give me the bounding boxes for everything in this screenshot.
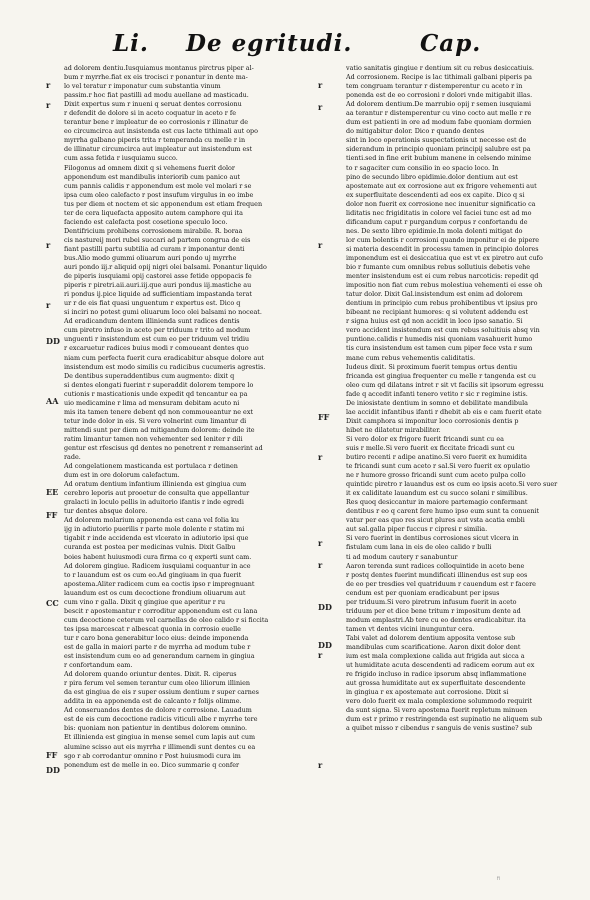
- text-line: fiant pastilli partu subtilia ad curam r imponantur denti: [64, 244, 245, 253]
- margin-note: DD: [318, 640, 332, 650]
- text-line: hibet ne dilatetur mirabiliter.: [346, 425, 441, 434]
- text-line: uio medicamine r lima ad mensuram debitam acuto ni: [64, 398, 240, 407]
- running-title: De egritudi.: [186, 30, 353, 57]
- text-line: ad dolorem dentiu.Iusquiamus montanus pirctrus piper al-: [64, 64, 254, 72]
- text-line: suis r melle.Si vero fuerit ex ficcitate fricadi sunt cu: [346, 443, 515, 452]
- text-line: addita in ea apponenda est de calcanto r folijs olimme.: [64, 697, 242, 706]
- text-line: Ad oratum dentium infantium illinienda est gingiua cum: [64, 480, 247, 489]
- text-line: r signa huius est qd non accidit in loco ipso sanatio. Si: [346, 317, 523, 326]
- text-line: r postq dentes fuerint mundificati illinendus est sup eos: [346, 570, 528, 579]
- text-line: dificandum caput r purgandum corpus r confortandu de: [346, 217, 528, 226]
- text-line: menter insistendum est ei cum rebus narcoticis: repedit qd: [346, 272, 539, 281]
- text-line: tienti.sed in fine erit bubium manene in celsendo minime: [346, 154, 532, 163]
- text-line: vero accident insistendum est cum rebus soluitiuis absq vin: [346, 326, 540, 335]
- text-line: oleo cum qd dilatans intret r sit vt facilis sit ipsorum egressu: [346, 380, 544, 389]
- text-line: dum est r primo r restringenda est supinatio ne aliquem sub: [346, 715, 543, 724]
- text-line: Iudeus dixit. Si proximum fuerit tempus ortus dentiu: [346, 362, 518, 371]
- text-line: apostema.Aliter radicem cum ea coctis ipso r impregnuant: [64, 579, 255, 588]
- text-line: si materia descendit in processu tamen in principio dolores: [346, 244, 539, 253]
- text-line: r defendit de dolore si in aceto coquatur in aceto r fe: [64, 109, 236, 118]
- text-line: bibeant ne recipiant humores: q si volutent addendu est: [346, 308, 528, 317]
- margin-note: FF: [318, 412, 330, 422]
- text-line: Ad dolorem molarium apponenda est cana vel folia ku: [64, 516, 239, 525]
- text-line: liditatis nec frigiditatis in colore vel faciei tunc est ad mo: [346, 208, 532, 217]
- text-line: alumine scisso aut eis myrrha r illimendi sunt dentes cu ea: [64, 742, 256, 751]
- text-line: tus per diem et noctem et sic apponendum est etiam frequen: [64, 199, 263, 208]
- text-line: r pira ferum vel semen terantur cum oleo liliorum illinien: [64, 679, 251, 688]
- text-line: Ad dolorem dentium.De marrubio opij r semen iusquiami: [346, 100, 532, 109]
- text-line: da sunt signa. Si vero apostema fuerit repletum minuen: [346, 706, 528, 715]
- text-line: curanda est postea per medicinas vulnis. Dixit Galbu: [64, 543, 236, 552]
- text-line: ratim limantur tamen non vehementer sed leniter r dili: [64, 434, 243, 443]
- text-line: Aaron terenda sunt radices colloquintide in aceto bene: [346, 561, 525, 570]
- text-line: vero dolo fuerit ex mala complexione solummodo requirit: [346, 697, 533, 706]
- text-line: Ad eradicandum dentem illinienda sunt radices dentis: [64, 317, 240, 326]
- margin-note: DD: [46, 336, 60, 346]
- text-line: imponendum est ei desiccatiua que est vt ex piretro aut cufo: [346, 253, 543, 262]
- text-line: in gingiua r ex apostemate aut corrosione. Dixit si: [346, 688, 509, 697]
- text-line: boies habent huiusmodi cura firma co q experti sunt cam.: [64, 552, 252, 561]
- margin-note: r: [46, 80, 51, 90]
- text-line: impositio non fiat cum rebus molestiua vehementi ei esse oh: [346, 281, 543, 290]
- text-line: apponendum est mandibulis interiorib cum panico aut: [64, 172, 241, 181]
- text-line: cerebro leporis aut prooetur de consulta que appellantur: [64, 489, 250, 498]
- chapter-label: Cap.: [420, 30, 482, 57]
- text-line: siderandum in principio quoniam principij salubre est pa: [346, 145, 531, 154]
- text-line: fade q accedit infanti tenero vetito r sic r regimine istis.: [346, 389, 528, 398]
- text-line: vatio sanitatis gingiue r dentium sit cu rebus desiccatiuis.: [346, 64, 534, 72]
- text-line: to r sagaciter cum consilio in eo spacio loco. In: [346, 163, 499, 172]
- text-line: tamen vt dentes vicini inunguntur cera.: [346, 624, 475, 633]
- text-line: Ad congelationem masticanda est portulaca r detinen: [64, 462, 238, 471]
- margin-note: r: [318, 650, 323, 660]
- text-line: cis nastureij mori rubei succari ad partem congrua de eis: [64, 235, 251, 244]
- text-line: Dentifricium prohibens corrosionem mirabile. R. boraa: [64, 226, 243, 235]
- text-line: Dixit expertus sum r inueni q seruat dentes corrosionu: [64, 100, 242, 109]
- text-line: bus.Alio modo gummi oliuarum auri pondo uj myrrhe: [64, 253, 237, 262]
- text-line: tes ipsa marcescat r albescat quonia in corrosio euelle: [64, 624, 241, 633]
- margin-note: r: [318, 240, 323, 250]
- text-line: auri pondo iij.r aliquid opij nigri olei balsami. Ponantur liquido: [64, 263, 267, 272]
- text-line: ijg in adiutorio puerilis r parte mole dolente r statim mi: [64, 525, 245, 534]
- margin-note: r: [318, 538, 323, 548]
- text-line: terantur bene r impleatur de eo corrosionis r illinatur de: [64, 118, 249, 127]
- text-line: Filogonus ad omnem dixit q si vehemens fuerit dolor: [64, 163, 235, 172]
- text-line: r excaruetur radices buius modi r comoueant dentes quo: [64, 344, 249, 353]
- margin-note: r: [318, 452, 323, 462]
- text-line: aut grossa humiditate aut ex superfluitate descendente: [346, 679, 526, 688]
- text-line: cum vino r galla. Dixit q gingiue que aperitur r ru: [64, 597, 226, 606]
- text-line: de illinatur circumcirca aut impleatur aut insistendum est: [64, 145, 253, 154]
- text-line: cum decoctione ceterum vel carnellas de oleo calido r si ficcita: [64, 615, 269, 624]
- margin-note: FF: [46, 750, 58, 760]
- text-line: ponendum est de melle in eo. Dico summarie q confer: [64, 760, 240, 769]
- margin-note: r: [318, 102, 323, 112]
- text-line: to r lauandum est os cum eo.Ad gingiuam in qua fuerit: [64, 570, 242, 579]
- text-line: ipsa cum oleo calefacto r post insufum virgulus in eo imbe: [64, 190, 254, 199]
- text-line: bis: quoniam non patientur in dentibus dolorem omnino.: [64, 724, 248, 733]
- text-line: bescit r apostemantur r corroditur apponendum est cu lana: [64, 606, 258, 615]
- text-line: si dentes elongati fuerint r superaddit dolorem tempore lo: [64, 380, 254, 389]
- text-line: ti ad modum cautery r sanabuntur: [346, 552, 458, 561]
- folio-number: Li.: [113, 30, 149, 57]
- text-line: butiro recenti r adipe anatino.Si vero fuerit ex humidita: [346, 453, 527, 462]
- margin-note: CC: [46, 598, 59, 608]
- text-line: fricanda est gingiua frequenter cu melle r tangenda est cu: [346, 371, 536, 380]
- text-line: Ad corrosionem. Recipe is lac tithimali galbani piperis pa: [346, 73, 532, 82]
- text-line: cum piretro infuso in aceto per triduum r trito ad modum: [64, 326, 251, 335]
- text-line: modum emplastri.Ab tere cu eo dentes eradicabitur. ita: [346, 615, 526, 624]
- text-line: apostemate aut ex corrosione aut ex frigore vehementi aut: [346, 181, 537, 190]
- text-line: puntione.calidis r humedis nisi quoniam vasahuerit humo: [346, 335, 533, 344]
- text-line: ium est mala complexione calida aut frigida aut sicca a: [346, 652, 525, 661]
- text-line: lauandum est os cum decoctione frondium oliuarum aut: [64, 588, 246, 597]
- right-text-column: [346, 64, 581, 733]
- text-line: Ad dolorem quando oriuntur dentes. Dixit. R. ciperus: [64, 670, 237, 679]
- margin-note: EE: [46, 487, 59, 497]
- text-line: it ex caliditate lauandum est cu succo solani r similibus.: [346, 489, 528, 498]
- margin-note: r: [46, 300, 51, 310]
- text-line: tigabit r inde accidenda est vlcerato in adiutorio ipsi que: [64, 534, 249, 543]
- text-line: eo circumcirca aut insistenda est cus lacte tithimali aut opo: [64, 127, 259, 136]
- text-line: nes. De sexto libro epidimie.In mola dolenti mitigat do: [346, 226, 523, 235]
- text-line: tetur inde dolor in eis. Si vero volnerint cum limantur di: [64, 416, 247, 425]
- text-line: ex superfluitate descendenti ad eos ex capite. Dico q si: [346, 190, 525, 199]
- text-line: Tabi valet ad dolorem dentium apposita ventose sub: [346, 633, 516, 642]
- margin-note: r: [318, 560, 323, 570]
- text-line: insistendum est modo similis cu radicibus cucumeris agrestis.: [64, 362, 266, 371]
- text-line: ur r de eis fiat quasi unguentum r expertus est. Dico q: [64, 299, 241, 308]
- text-line: ut humiditate acuta descendenti ad radicem eorum aut ex: [346, 661, 535, 670]
- text-line: aa terantur r distemperentur cu vino cocto aut melle r re: [346, 109, 532, 118]
- text-line: bio r fumante cum omnibus rebus sollutiuis debetis vehe: [346, 263, 531, 272]
- text-line: faciendo est calefacta post cosetione speculo loco.: [64, 217, 228, 226]
- text-line: triduum per et dice bene tritum r impositum dente ad: [346, 606, 521, 615]
- text-line: De iniosistate dentium in somno et debilitate mandibula: [346, 398, 528, 407]
- text-line: rade.: [64, 453, 81, 462]
- text-line: ter de cera liquefacta apposito autem camphore qui ita: [64, 208, 243, 217]
- margin-note: DD: [318, 602, 332, 612]
- text-line: pino de secundo libro epidimie.dolor dentium aut est: [346, 172, 518, 181]
- text-line: dum est in ore dolorum calefactum.: [64, 471, 180, 480]
- left-text-column: [64, 64, 299, 770]
- text-line: quintidc piretro r lauandus est os cum eo ipsis aceto.Si vero suer: [346, 480, 558, 489]
- text-line: vatur per eas quo res sicut plures aut vsta acatia embli: [346, 516, 525, 525]
- text-line: lor cum bolentis r corrosioni quando imponitur ei de pipere: [346, 235, 540, 244]
- text-line: cendum est per quoniam eradicabunt per ipsus: [346, 588, 500, 597]
- text-line: mis ita tamen tenere debent qd non commoueantur ne ext: [64, 407, 254, 416]
- text-line: Si vero dolor ex frigore fuerit fricandi sunt cu ea: [346, 434, 504, 443]
- margin-note: r: [318, 80, 323, 90]
- text-line: te fricandi sunt cum aceto r sal.Si vero fuerit ex opulatio: [346, 462, 530, 471]
- text-line: dolor non fuerit ex corrosione nec inuenitur significatio ca: [346, 199, 536, 208]
- text-line: est insistendum cum eo ad generandum carnem in gingiua: [64, 652, 255, 661]
- margin-note: r: [46, 100, 51, 110]
- text-line: Ad conseruandos dentes de dolore r corrosione. Lauadum: [64, 706, 252, 715]
- text-line: si inciri no potest gumi oliuarum loco olei balsami no noceat.: [64, 308, 262, 317]
- text-line: Ad dolorem gingiue. Radicem iusquiami coquantur in ace: [64, 561, 251, 570]
- margin-note: FF: [46, 510, 58, 520]
- text-line: gentur est rfescisus qd dentes no penetrent r remanserint ad: [64, 443, 263, 452]
- text-line: aut sal.galla piper fuccus r cipresi r similia.: [346, 525, 488, 534]
- text-line: mandibulas cum scarificatione. Aaron dixit dolor dent: [346, 643, 521, 651]
- text-line: r confortandum eam.: [64, 661, 133, 670]
- text-line: passim.r hoc fiat pastilli ad modu auellane ad masticadu.: [64, 91, 249, 100]
- margin-note: r: [46, 240, 51, 250]
- text-line: niam cum perfecta fuerit cura eradicabitur absque dolore aut: [64, 353, 264, 362]
- text-line: myrrha galbano piperis trita r temperanda cu melle r in: [64, 136, 246, 145]
- text-line: cum pannis calidis r apponendum est mole vel molari r se: [64, 181, 252, 190]
- text-line: per triduum.Si vero piretrum infusum fuerit in aceto: [346, 597, 517, 606]
- text-line: mane cum rebus vehementis caliditatis.: [346, 353, 476, 362]
- text-line: piperis r piretri.aii.auri.iij.que auri pondus iij.mastiche au: [64, 281, 252, 290]
- text-line: da est gingiua de eis r super ossium dentium r super carnes: [64, 688, 259, 697]
- text-line: cutionis r masticationis unde expedit qd tencantur ea pa: [64, 389, 248, 398]
- text-line: ne r humore grosso fricandi sunt cum aceto pulpa collo: [346, 471, 526, 480]
- text-line: lae accidit infantibus ifanti r dhebit ab eis e cam fuerit etate: [346, 407, 542, 416]
- text-line: dentium in principio cum rebus prohibentibus vt ipsius pro: [346, 299, 538, 308]
- text-line: ri pondus ij.pice liquide ad sufficientiam impastanda terat: [64, 290, 252, 299]
- text-line: tur r caro bona generabitur loco eius: deinde imponenda: [64, 633, 249, 642]
- margin-note: r: [318, 760, 323, 770]
- text-line: Dixit camphora si imponitur loco corrosionis dentis p: [346, 416, 519, 425]
- text-line: do mitigabitur dolor. Dico r quando dentes: [346, 127, 485, 136]
- text-line: est de galla in maiori parte r de myrrha ad modum tube r: [64, 643, 251, 651]
- margin-note: DD: [46, 765, 60, 775]
- text-line: de piperis iusquiami opij castorei asse fetide oppopacis fe: [64, 272, 252, 281]
- text-line: Res quoq desiccantur in maiore partemagio confermant: [346, 498, 528, 507]
- text-line: cum assa fetida r iusquiamu succo.: [64, 154, 178, 163]
- text-line: re frigido incluso in radice ipsorum absq inflammatione: [346, 670, 527, 679]
- text-line: sgo r ab corrodantur omnino r Post huiusmodi cura im: [64, 751, 241, 760]
- text-line: dum est patienti in ore ad modum fabe quoniam dormien: [346, 118, 532, 127]
- text-line: a quibet misso r cibendus r sanguis de venis sustine? sub: [346, 724, 533, 733]
- text-line: tur dentes absque dolore.: [64, 507, 148, 516]
- text-line: lo vel teratur r imponatur cum substantia vinum: [64, 82, 221, 91]
- text-line: mittendi sunt per diem ad mitigandum dolorem: deinde ite: [64, 425, 255, 434]
- text-line: Si vero fuerint in dentibus corrosiones sicut vlcera in: [346, 534, 519, 543]
- text-line: De dentibus superaddentibus cum augmento: dixit q: [64, 371, 235, 380]
- text-line: tis cura insistendum est tamen cum piper fece vsta r sum: [346, 344, 533, 353]
- text-line: fistulam cum lana in eis de oleo calido r bulli: [346, 543, 492, 552]
- text-line: gralacti in loculo pellis in aduitorio ifantis r inde egredi: [64, 498, 244, 507]
- text-line: unguenti r insistendum est cum eo per triduum vel tridiu: [64, 335, 250, 344]
- text-line: tatur dolor. Dixit Gal.insistendum est enim ad dolorem: [346, 290, 523, 299]
- text-line: tem congruam terantur r distemperentur cu aceto r in: [346, 82, 523, 91]
- text-line: est de eis cum decoctione radicis viticuli albe r myrrhe tere: [64, 715, 258, 724]
- text-line: dentibus r eo q carent fere humo ipso eum sunt ta conuenit: [346, 507, 540, 516]
- text-line: Et illinienda est gingiua in mense semel cum lapis aut cum: [64, 733, 256, 742]
- text-line: de eo per tresdies vel quatriduum r cauendum est r facere: [346, 579, 536, 588]
- text-line: sint in loco operationis suspectationis ut necesse est de: [346, 136, 527, 145]
- text-line: ponenda est de eo corrosioni r dolori vnde mitigabit illas.: [346, 91, 533, 100]
- printer-signature: fi: [496, 876, 500, 882]
- text-line: bum r myrrhe.fiat ex eis trocisci r ponantur in dente ma-: [64, 73, 248, 82]
- margin-note: AA: [46, 396, 59, 406]
